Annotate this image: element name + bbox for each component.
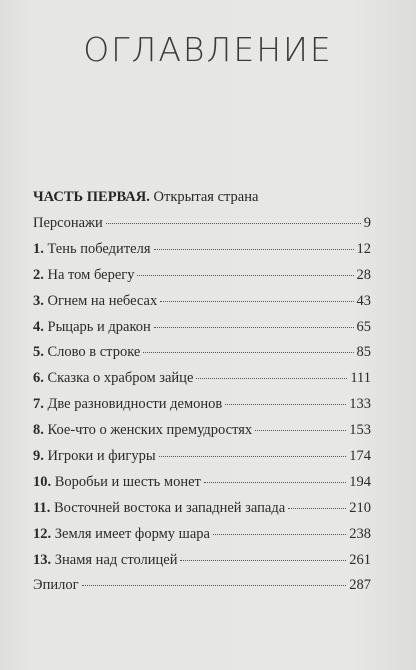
toc-entry: [33, 474, 371, 500]
dot-leader: [196, 378, 347, 379]
toc-entry-title: Рыцарь и дракон: [47, 318, 151, 335]
toc-entry: [33, 577, 371, 603]
toc-entry-page: 238: [349, 525, 371, 542]
toc-entry-number: 3.: [33, 292, 44, 309]
dot-leader: [154, 249, 354, 250]
dot-leader: [159, 456, 347, 457]
toc-entry-page: 194: [349, 473, 371, 490]
toc-entry-page: 28: [356, 266, 371, 283]
toc-entry-number: 9.: [33, 448, 44, 465]
dot-leader: [106, 223, 361, 224]
toc-entry-page: 287: [349, 577, 371, 594]
toc-entry-number: 8.: [33, 422, 44, 439]
toc-entry-page: 85: [356, 344, 371, 361]
table-of-contents: [33, 215, 371, 603]
dot-leader: [137, 275, 353, 276]
toc-entry: [33, 370, 371, 396]
toc-entry-title: Земля имеет форму шара: [54, 525, 210, 542]
toc-entry-number: 2.: [33, 266, 44, 283]
part-name: Открытая страна: [153, 189, 259, 205]
toc-entry-title: Персонажи: [33, 215, 103, 231]
toc-entry-number: 5.: [33, 344, 44, 361]
toc-entry-number: 4.: [33, 318, 44, 335]
toc-entry-title: Знамя над столицей: [54, 551, 178, 568]
toc-entry: [33, 319, 371, 345]
toc-entry: [33, 241, 371, 267]
toc-entry-number: 11.: [33, 499, 51, 516]
toc-entry-title: Кое-что о женских премудростях: [47, 422, 253, 439]
toc-entry-page: 65: [356, 318, 371, 335]
toc-entry: [33, 215, 371, 241]
toc-entry-title: Игроки и фигуры: [47, 448, 156, 465]
toc-entry: [33, 267, 371, 293]
toc-entry-number: 7.: [33, 396, 44, 413]
toc-entry-page: 12: [356, 240, 371, 257]
page-title: ОГЛАВЛЕНИЕ: [83, 30, 333, 69]
toc-entry: [33, 344, 371, 370]
dot-leader: [225, 404, 346, 405]
dot-leader: [154, 327, 354, 328]
dot-leader: [160, 301, 353, 302]
toc-entry-number: 13.: [33, 551, 52, 568]
dot-leader: [255, 430, 346, 431]
toc-entry: [33, 552, 371, 578]
toc-entry-number: 12.: [33, 525, 52, 542]
toc-entry-title: Воробьи и шесть монет: [54, 473, 201, 490]
dot-leader: [288, 508, 346, 509]
toc-entry: [33, 526, 371, 552]
toc-entry-title: Сказка о храбром зайце: [47, 370, 194, 387]
toc-entry: [33, 422, 371, 448]
toc-entry-page: 174: [349, 448, 371, 465]
toc-entry: [33, 448, 371, 474]
toc-entry-page: 9: [363, 215, 371, 231]
toc-entry-number: 6.: [33, 370, 44, 387]
toc-entry-title: Эпилог: [33, 577, 79, 594]
dot-leader: [143, 352, 353, 353]
toc-entry-title: Слово в строке: [47, 344, 141, 361]
dot-leader: [213, 534, 346, 535]
dot-leader: [82, 585, 347, 586]
toc-entry-title: На том берегу: [47, 266, 135, 283]
toc-entry-page: 153: [349, 422, 371, 439]
toc-entry-number: 10.: [33, 473, 52, 490]
dot-leader: [180, 560, 346, 561]
toc-entry: [33, 293, 371, 319]
dot-leader: [204, 482, 346, 483]
part-heading: [33, 189, 258, 206]
toc-entry-number: 1.: [33, 240, 44, 257]
toc-entry-page: 111: [350, 370, 371, 387]
toc-entry-page: 43: [356, 292, 371, 309]
toc-entry-title: Тень победителя: [47, 240, 151, 257]
toc-entry-page: 261: [349, 551, 371, 568]
toc-entry-page: 210: [349, 499, 371, 516]
toc-entry-title: Огнем на небесах: [47, 292, 158, 309]
toc-entry: [33, 500, 371, 526]
toc-entry-title: Две разновидности демонов: [47, 396, 223, 413]
part-label: ЧАСТЬ ПЕРВАЯ.: [33, 189, 150, 205]
toc-entry-page: 133: [349, 396, 371, 413]
toc-entry-title: Восточней востока и западней запада: [53, 499, 286, 516]
toc-entry: [33, 396, 371, 422]
